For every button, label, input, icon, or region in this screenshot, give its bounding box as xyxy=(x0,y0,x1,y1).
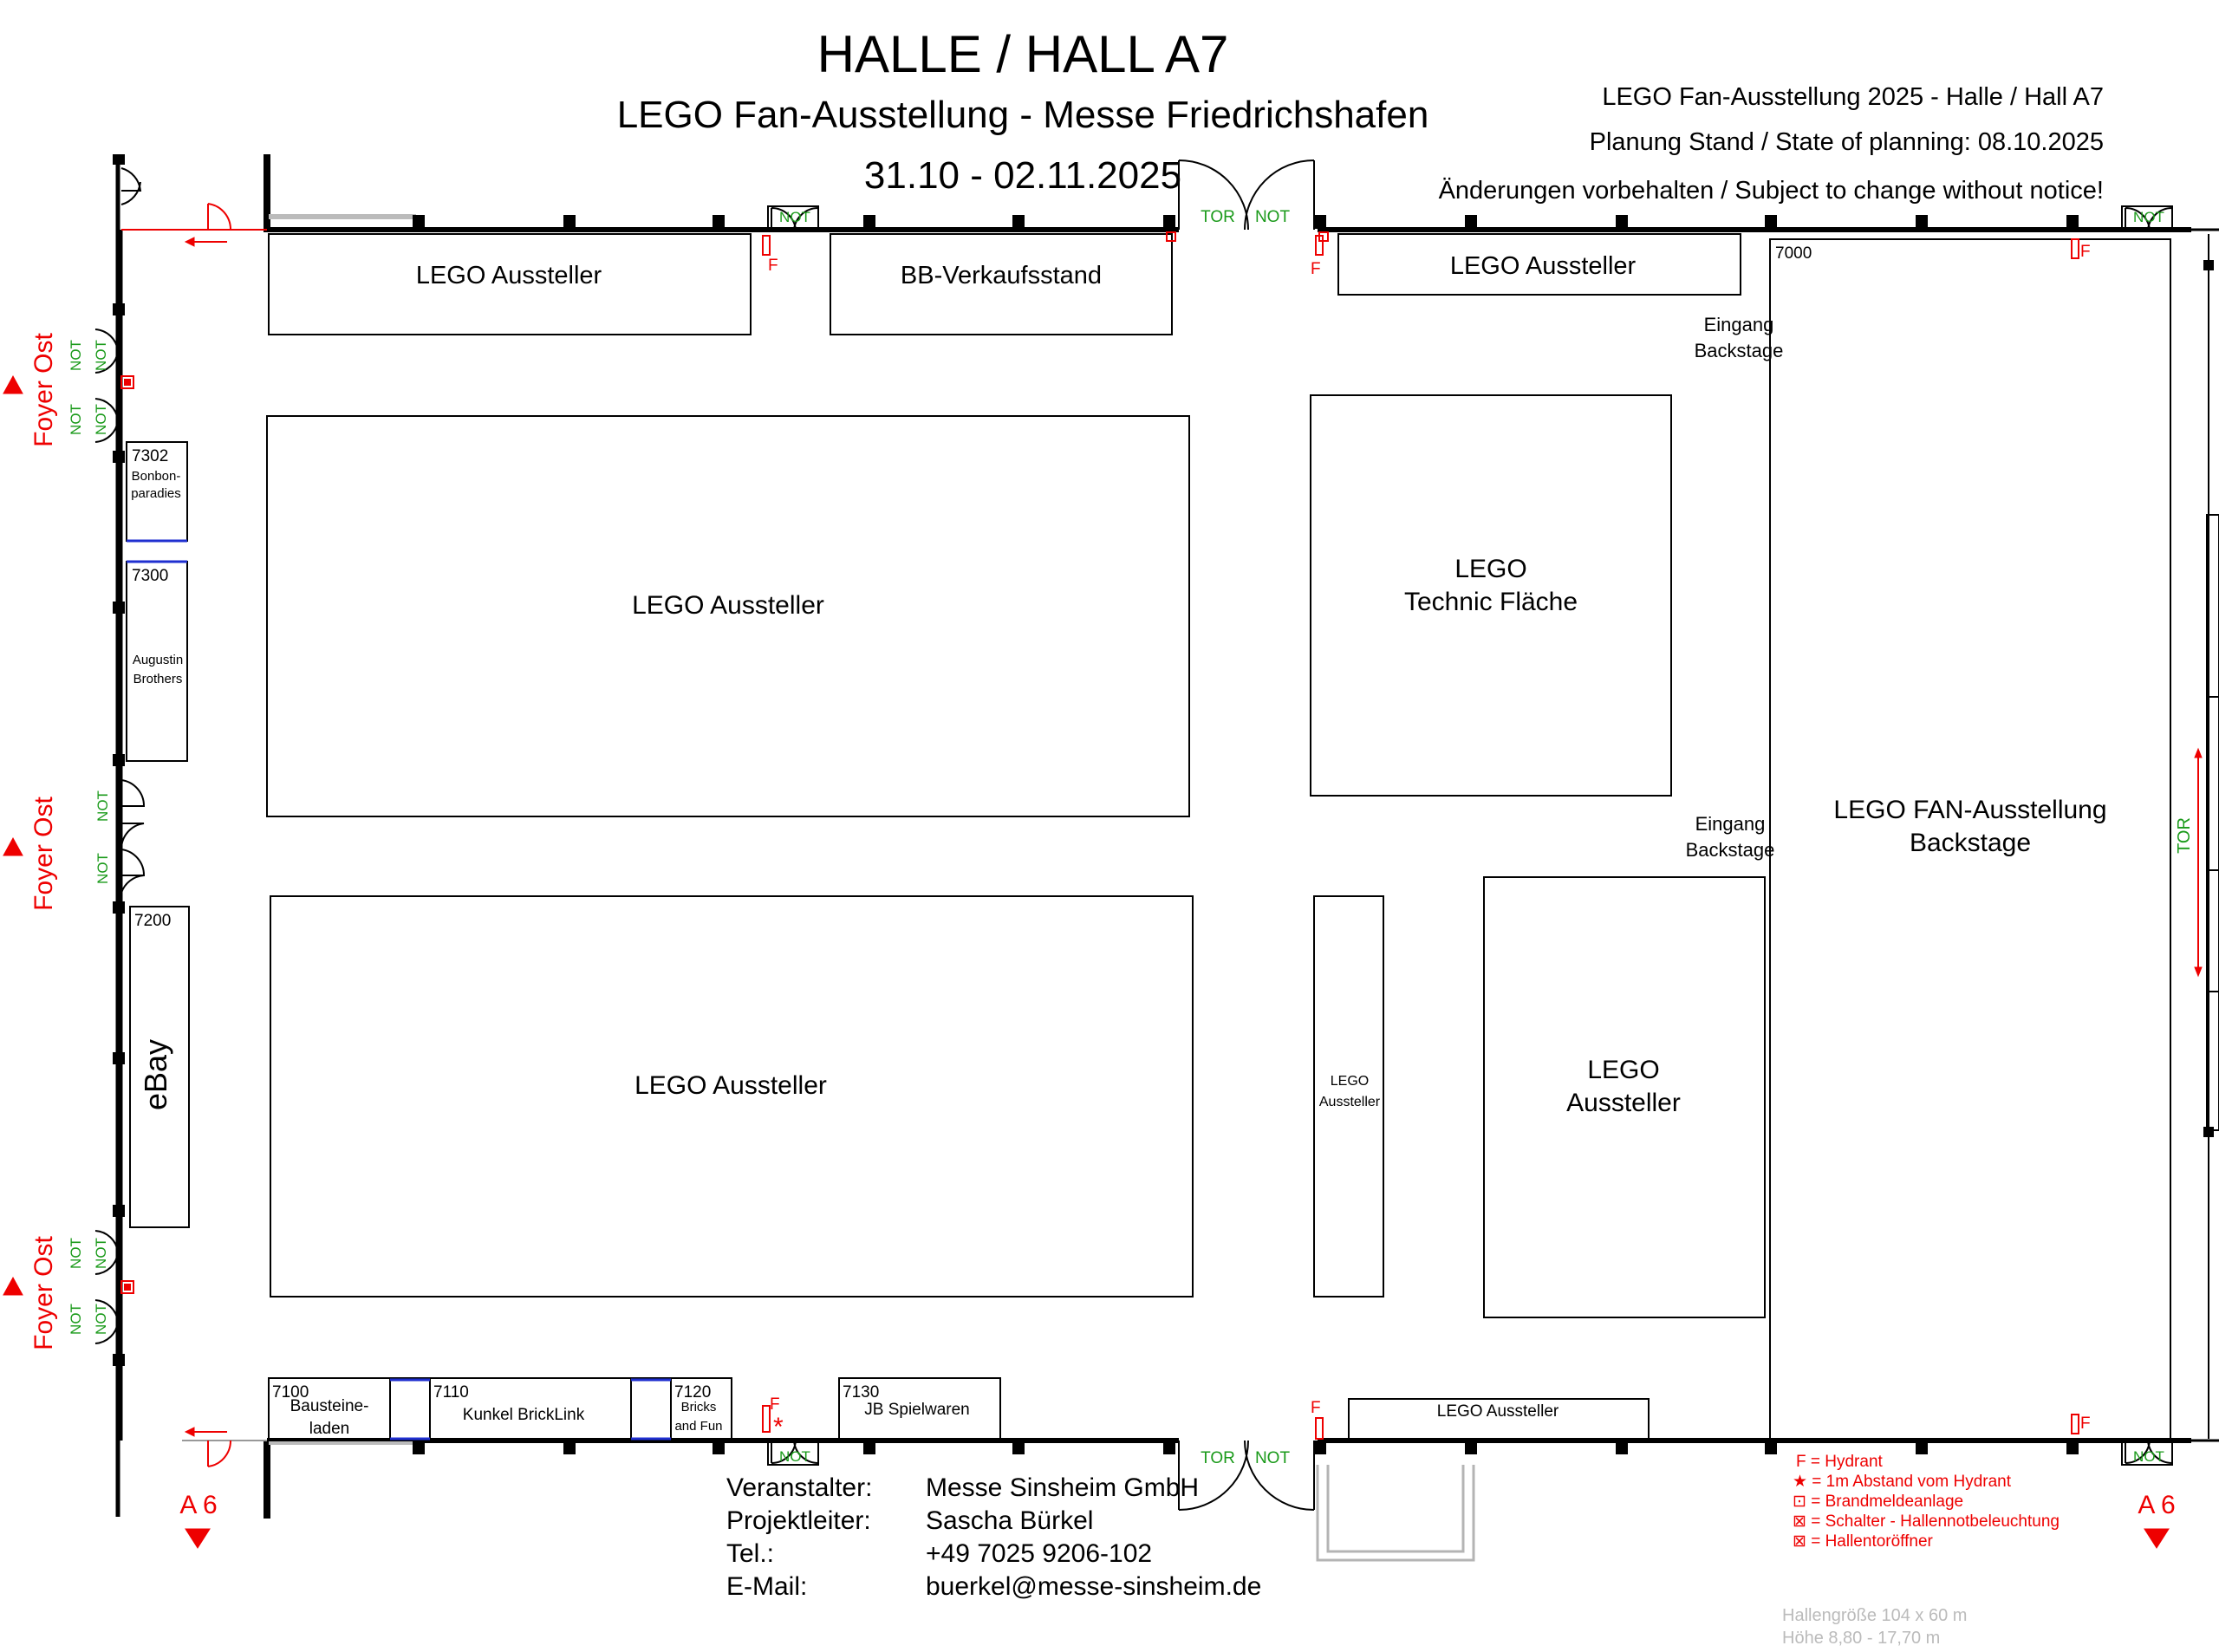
booth-7302-name-1: Bonbon- xyxy=(131,469,181,484)
hydrant-f: F xyxy=(1311,260,1321,278)
booth-7200-number: 7200 xyxy=(134,912,172,930)
booth-bb-label: BB-Verkaufsstand xyxy=(900,262,1103,289)
not-sign: NOT xyxy=(2133,209,2164,225)
legend-brandmelde: ⊡ = Brandmeldeanlage xyxy=(1793,1493,1964,1511)
tor-sign: TOR xyxy=(1201,1449,1235,1467)
booth-7130-number: 7130 xyxy=(843,1383,880,1402)
not-sign: NOT xyxy=(93,340,109,371)
not-sign: NOT xyxy=(2133,1448,2164,1465)
plan-info-line-3: Änderungen vorbehalten / Subject to change without notice! xyxy=(1438,177,2104,205)
booth-7100-number: 7100 xyxy=(272,1383,309,1402)
legend-schalter: ⊠ = Schalter - Hallennotbeleuchtung xyxy=(1793,1512,2060,1531)
booth-7130-name: JB Spielwaren xyxy=(864,1401,970,1419)
hydrant-f: F xyxy=(770,1395,780,1414)
hydrant-labels xyxy=(768,243,2091,1441)
booth-big-upper-label: LEGO Aussteller xyxy=(632,591,824,620)
not-sign: NOT xyxy=(1254,208,1291,226)
tor-sign: TOR xyxy=(1201,208,1235,226)
foyer-ost-label: Foyer Ost xyxy=(29,1236,58,1350)
booth-technic-label-1: LEGO xyxy=(1454,555,1527,583)
tel-label: Tel.: xyxy=(726,1539,775,1568)
hydrant-f: F xyxy=(768,257,778,275)
backstage-label-1: LEGO FAN-Ausstellung xyxy=(1833,796,2107,824)
not-sign: NOT xyxy=(93,1304,109,1335)
booth-big-lower-label: LEGO Aussteller xyxy=(634,1071,827,1100)
booth-7302-number: 7302 xyxy=(132,447,169,465)
legend-abstand: ★ = 1m Abstand vom Hydrant xyxy=(1793,1473,2012,1491)
not-sign: NOT xyxy=(68,1238,84,1269)
eingang-backstage-2a: Eingang xyxy=(1695,813,1766,835)
booth-7120-name-1: Bricks xyxy=(680,1400,717,1415)
booth-narrow-label-2: Aussteller xyxy=(1318,1095,1381,1109)
not-sign: NOT xyxy=(68,404,84,435)
booth-7120-name-2: and Fun xyxy=(674,1419,723,1434)
hall-size-line-1: Hallengröße 104 x 60 m xyxy=(1782,1606,1968,1625)
hydrant-f: F xyxy=(1311,1399,1321,1417)
booth-top-left-label: LEGO Aussteller xyxy=(415,262,602,289)
legend-hydrant: F = Hydrant xyxy=(1796,1453,1883,1471)
booth-7200-name: eBay xyxy=(138,1038,173,1111)
booth-narrow-label-1: LEGO xyxy=(1330,1074,1370,1089)
a6-label: A 6 xyxy=(179,1491,218,1519)
booth-bottom-right-label: LEGO Aussteller xyxy=(1436,1402,1559,1421)
veranstalter-label: Veranstalter: xyxy=(726,1473,873,1502)
booth-7110-name: Kunkel BrickLink xyxy=(462,1406,585,1424)
fire-alarm-markers xyxy=(121,232,1328,1293)
booth-7300-name-2: Brothers xyxy=(133,672,183,686)
projektleiter-value: Sascha Bürkel xyxy=(926,1506,1094,1535)
booth-7120-number: 7120 xyxy=(674,1383,712,1402)
hydrant-f: F xyxy=(2080,243,2091,261)
booth-7000-number: 7000 xyxy=(1775,244,1812,263)
foyer-labels xyxy=(29,332,2176,1519)
booth-7300-number: 7300 xyxy=(132,567,169,585)
booth-outlines xyxy=(127,234,2170,1441)
hall-size-line-2: Höhe 8,80 - 17,70 m xyxy=(1782,1629,1941,1648)
window-marks xyxy=(127,541,671,1439)
exit-signs xyxy=(68,208,2194,1467)
not-sign: NOT xyxy=(68,1304,84,1335)
foyer-ost-label: Foyer Ost xyxy=(29,797,58,911)
foyer-ost-label: Foyer Ost xyxy=(29,333,58,447)
hall-size xyxy=(1782,1606,1967,1648)
tel-value: +49 7025 9206-102 xyxy=(926,1539,1153,1568)
booth-7302-name-2: paradies xyxy=(131,486,181,501)
faint-annex xyxy=(1318,1465,1474,1560)
not-sign: NOT xyxy=(93,404,109,435)
veranstalter-value: Messe Sinsheim GmbH xyxy=(926,1473,1200,1502)
hydrant-f: F xyxy=(2080,1415,2091,1433)
not-sign: NOT xyxy=(779,1448,810,1465)
not-sign: NOT xyxy=(1254,1449,1291,1467)
a6-label: A 6 xyxy=(2138,1491,2176,1519)
booth-technic-label-2: Technic Fläche xyxy=(1403,588,1578,616)
booth-top-right-label: LEGO Aussteller xyxy=(1449,252,1637,280)
booth-7100-name-2: laden xyxy=(309,1420,350,1438)
email-value: buerkel@messe-sinsheim.de xyxy=(926,1572,1262,1601)
hall-walls xyxy=(118,154,2219,1519)
not-sign: NOT xyxy=(779,209,810,225)
booth-7100-name-1: Bausteine- xyxy=(290,1397,369,1415)
not-sign: NOT xyxy=(94,853,111,884)
backstage-label-2: Backstage xyxy=(1909,829,2032,857)
event-dates: 31.10 - 02.11.2025 xyxy=(863,154,1182,197)
not-sign: NOT xyxy=(94,790,111,822)
projektleiter-label: Projektleiter: xyxy=(726,1506,871,1535)
legend-tor: ⊠ = Hallentoröffner xyxy=(1793,1532,1933,1551)
not-sign: NOT xyxy=(68,340,84,371)
page-subtitle: LEGO Fan-Ausstellung - Messe Friedrichshafen xyxy=(616,94,1429,136)
email-label: E-Mail: xyxy=(726,1572,808,1601)
legend xyxy=(1793,1453,2060,1551)
page-title: HALLE / HALL A7 xyxy=(817,25,1229,83)
booth-7300-name-1: Augustin xyxy=(132,653,184,667)
plan-info-line-2: Planung Stand / State of planning: 08.10.2025 xyxy=(1589,128,2104,156)
tor-sign: TOR xyxy=(2175,817,2194,854)
hydrant-distance-star: * xyxy=(773,1413,784,1441)
booth-right-mid-label-1: LEGO xyxy=(1587,1056,1660,1084)
eingang-backstage-1a: Eingang xyxy=(1703,314,1774,335)
booth-labels xyxy=(131,244,2106,1438)
booth-7110-number: 7110 xyxy=(433,1383,469,1402)
eingang-backstage-1b: Backstage xyxy=(1694,340,1784,361)
eingang-backstage-2b: Backstage xyxy=(1685,839,1775,861)
door-swings xyxy=(95,160,2172,1510)
not-sign: NOT xyxy=(93,1238,109,1269)
plan-info-line-1: LEGO Fan-Ausstellung 2025 - Halle / Hall A7 xyxy=(1602,83,2104,111)
booth-right-mid-label-2: Aussteller xyxy=(1566,1089,1681,1117)
exit-arrows xyxy=(3,237,2202,1548)
